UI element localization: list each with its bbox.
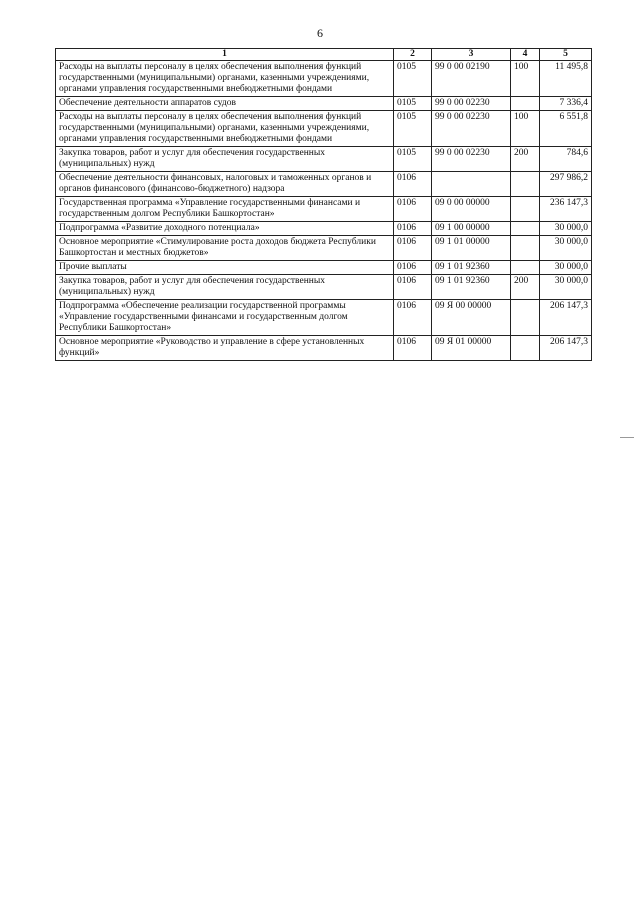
row-amount: 297 986,2 — [540, 172, 592, 197]
row-expense-type — [511, 236, 540, 261]
table-row — [56, 111, 592, 147]
row-section: 0106 — [394, 261, 432, 275]
table-row — [56, 97, 592, 111]
table-row — [56, 197, 592, 222]
row-target-code: 09 Я 00 00000 — [432, 300, 511, 336]
row-amount: 784,6 — [540, 147, 592, 172]
row-amount: 6 551,8 — [540, 111, 592, 147]
row-section: 0105 — [394, 61, 432, 97]
row-target-code: 09 1 01 00000 — [432, 236, 511, 261]
row-expense-type: 200 — [511, 275, 540, 300]
row-name: Обеспечение деятельности финансовых, налоговых и таможенных органов и органов финансового (финансово-бюджетного) надзора — [56, 172, 394, 197]
row-name: Прочие выплаты — [56, 261, 394, 275]
row-expense-type: 100 — [511, 111, 540, 147]
row-target-code: 99 0 00 02190 — [432, 61, 511, 97]
row-target-code: 09 Я 01 00000 — [432, 336, 511, 361]
row-name: Обеспечение деятельности аппаратов судов — [56, 97, 394, 111]
table-row — [56, 300, 592, 336]
row-target-code: 09 1 01 92360 — [432, 275, 511, 300]
header-col-4: 4 — [511, 49, 540, 61]
table-row — [56, 261, 592, 275]
row-target-code: 09 1 00 00000 — [432, 222, 511, 236]
row-target-code: 99 0 00 02230 — [432, 147, 511, 172]
header-col-5: 5 — [540, 49, 592, 61]
row-section: 0106 — [394, 275, 432, 300]
row-expense-type — [511, 222, 540, 236]
row-amount: 206 147,3 — [540, 300, 592, 336]
row-name: Подпрограмма «Развитие доходного потенциала» — [56, 222, 394, 236]
row-expense-type — [511, 336, 540, 361]
row-name: Основное мероприятие «Руководство и управление в сфере установленных функций» — [56, 336, 394, 361]
header-col-3: 3 — [432, 49, 511, 61]
row-amount: 30 000,0 — [540, 275, 592, 300]
table-row — [56, 222, 592, 236]
row-section: 0106 — [394, 236, 432, 261]
row-amount: 206 147,3 — [540, 336, 592, 361]
row-target-code: 99 0 00 02230 — [432, 111, 511, 147]
row-section: 0106 — [394, 172, 432, 197]
row-amount: 11 495,8 — [540, 61, 592, 97]
table-header-row — [56, 49, 592, 61]
row-section: 0106 — [394, 222, 432, 236]
row-target-code: 99 0 00 02230 — [432, 97, 511, 111]
row-section: 0105 — [394, 147, 432, 172]
row-name: Закупка товаров, работ и услуг для обеспечения государственных (муниципальных) нужд — [56, 147, 394, 172]
row-amount: 30 000,0 — [540, 236, 592, 261]
row-section: 0105 — [394, 97, 432, 111]
table-row — [56, 336, 592, 361]
row-amount: 236 147,3 — [540, 197, 592, 222]
table-row — [56, 61, 592, 97]
budget-table — [55, 48, 592, 361]
row-expense-type: 100 — [511, 61, 540, 97]
row-name: Государственная программа «Управление государственными финансами и государственным долгом Республики Башкортостан» — [56, 197, 394, 222]
row-section: 0106 — [394, 336, 432, 361]
row-section: 0106 — [394, 300, 432, 336]
row-section: 0106 — [394, 197, 432, 222]
page-number: 6 — [317, 26, 323, 40]
row-expense-type — [511, 197, 540, 222]
row-name: Подпрограмма «Обеспечение реализации государственной программы «Управление государственными финансами и государственным долгом Республики Башкортостан» — [56, 300, 394, 336]
row-name: Расходы на выплаты персоналу в целях обеспечения выполнения функций государственными (муниципальными) органами, казенными учреждениями, органами управления государственными внебюджетными фондами — [56, 61, 394, 97]
row-target-code: 09 0 00 00000 — [432, 197, 511, 222]
table-row — [56, 275, 592, 300]
row-expense-type: 200 — [511, 147, 540, 172]
row-amount: 30 000,0 — [540, 261, 592, 275]
row-target-code: 09 1 01 92360 — [432, 261, 511, 275]
row-section: 0105 — [394, 111, 432, 147]
row-expense-type — [511, 261, 540, 275]
row-expense-type — [511, 300, 540, 336]
row-amount: 30 000,0 — [540, 222, 592, 236]
row-name: Расходы на выплаты персоналу в целях обеспечения выполнения функций государственными (муниципальными) органами, казенными учреждениями, органами управления государственными внебюджетными фондами — [56, 111, 394, 147]
edge-mark — [620, 437, 634, 438]
table-row — [56, 147, 592, 172]
header-col-1: 1 — [56, 49, 394, 61]
row-amount: 7 336,4 — [540, 97, 592, 111]
table-row — [56, 236, 592, 261]
table-row — [56, 172, 592, 197]
row-name: Основное мероприятие «Стимулирование роста доходов бюджета Республики Башкортостан и местных бюджетов» — [56, 236, 394, 261]
row-name: Закупка товаров, работ и услуг для обеспечения государственных (муниципальных) нужд — [56, 275, 394, 300]
row-expense-type — [511, 172, 540, 197]
row-expense-type — [511, 97, 540, 111]
header-col-2: 2 — [394, 49, 432, 61]
row-target-code — [432, 172, 511, 197]
